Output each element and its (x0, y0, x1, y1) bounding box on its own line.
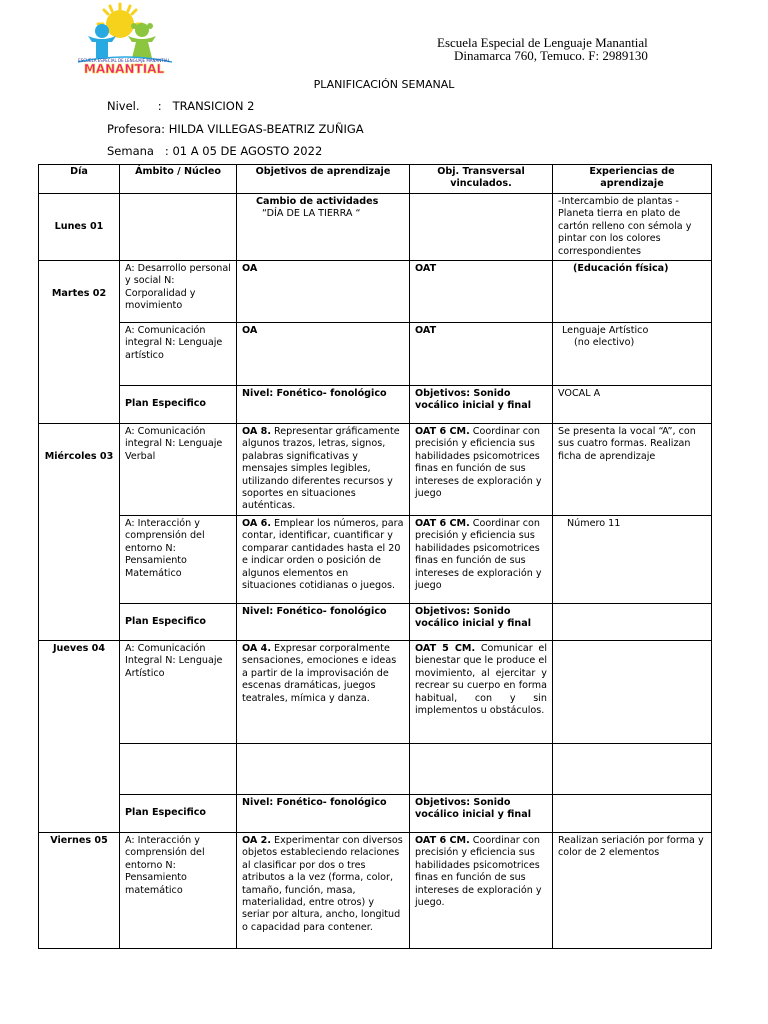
school-logo (68, 2, 180, 76)
transversal-cell (410, 743, 553, 794)
transversal-cell: Objetivos: Sonido vocálico inicial y final (410, 603, 553, 640)
objective-cell (237, 640, 410, 743)
header-transversal: Obj. Transversal vinculados. (410, 165, 553, 194)
logo-wordmark: MANANTIAL (83, 62, 165, 76)
ambito-cell: A: Comunicación Integral N: Lenguaje Artístico (120, 640, 237, 743)
oat-text: Coordinar con precisión y eficiencia sus habilidades psicomotrices finas en función de sus intereses de exploración y juego (415, 426, 542, 500)
table-row (39, 386, 712, 424)
table-row (39, 515, 712, 603)
transversal-cell (410, 515, 553, 603)
header-ambito: Ámbito / Núcleo (120, 165, 237, 194)
experience-cell (553, 603, 712, 640)
objective-cell: Nivel: Fonético- fonológico (237, 386, 410, 424)
child-figure-green-icon (128, 23, 156, 58)
objective-cell: OA (237, 261, 410, 323)
ambito-cell: Plan Especifico (120, 603, 237, 640)
experience-cell: (Educación física) (553, 261, 712, 323)
experience-cell (553, 640, 712, 743)
transversal-cell: Objetivos: Sonido vocálico inicial y final (410, 386, 553, 424)
experience-cell: Realizan seriación por forma y color de 2 elementos (553, 832, 712, 948)
logo-caption: ESCUELA ESPECIAL DE LENGUAJE MANANTIAL (78, 58, 170, 63)
table-row (39, 603, 712, 640)
table-row (39, 832, 712, 948)
ambito-cell: A: Interacción y comprensión del entorno N: Pensamiento matemático (120, 832, 237, 948)
transversal-cell: OAT (410, 323, 553, 386)
ambito-cell: Plan Especifico (120, 794, 237, 832)
school-info (437, 36, 648, 62)
oa-text: Representar gráficamente algunos trazos, letras, signos, palabras significativas y mensajes simples legibles, utilizando diferentes recursos y soportes en situaciones auténticas. (242, 426, 400, 512)
oa-code: OA 2. (242, 834, 271, 846)
oa-text: Emplear los números, para contar, identificar, cuantificar y comparar cantidades hasta el 20 e indicar orden o posición de algunos elementos en situaciones cotidianas o juegos. (242, 517, 404, 591)
table-row (39, 424, 712, 516)
experience-cell (553, 743, 712, 794)
oat-text: Coordinar con precisión y eficiencia sus habilidades psicomotrices finas en función de sus intereses de exploración y juego. (415, 834, 542, 908)
table-row (39, 194, 712, 261)
day-cell: Jueves 04 (39, 640, 120, 832)
ambito-cell: A: Comunicación integral N: Lenguaje Verbal (120, 424, 237, 516)
ambito-cell (120, 743, 237, 794)
weekly-plan-table (38, 164, 712, 949)
table-row (39, 261, 712, 323)
oa-text: Experimentar con diversos objetos estableciendo relaciones al clasificar por dos o tres atributos a la vez (forma, color, tamaño, función, masa, materialidad, entre otros) y seriar por altura, ancho, longitud o capacidad para contener. (242, 834, 403, 933)
experience-cell: VOCAL A (553, 386, 712, 424)
document-title: PLANIFICACIÓN SEMANAL (313, 78, 455, 91)
transversal-cell (410, 424, 553, 516)
table-row (39, 794, 712, 832)
ambito-cell: A: Interacción y comprensión del entorno N: Pensamiento Matemático (120, 515, 237, 603)
oat-code: OAT 5 CM. (415, 642, 476, 654)
oat-code: OAT 6 CM. (415, 517, 470, 529)
oa-code: OA 4. (242, 642, 271, 654)
level-line: Nivel. : TRANSICION 2 (107, 99, 255, 113)
week-line: Semana : 01 A 05 DE AGOSTO 2022 (107, 144, 323, 158)
oat-text: Comunicar el bienestar que le produce el movimiento, al ejercitar y recrear su cuerpo en forma habitual, con y sin implementos u obstáculos. (415, 642, 547, 716)
school-address: Dinamarca 760, Temuco. F: 2989130 (454, 48, 648, 63)
day-cell: Viernes 05 (39, 832, 120, 948)
day-cell: Lunes 01 (39, 194, 120, 261)
header-day: Día (39, 165, 120, 194)
objective-cell (237, 515, 410, 603)
school-name: Escuela Especial de Lenguaje Manantial (437, 35, 648, 50)
ambito-cell: Plan Especifico (120, 386, 237, 424)
table-header-row (39, 165, 712, 194)
oat-text: Coordinar con precisión y eficiencia sus habilidades psicomotrices finas en función de sus intereses de exploración y juego (415, 517, 542, 591)
objective-cell (237, 424, 410, 516)
objective-line: “DÍA DE LA TIERRA “ (262, 208, 361, 220)
experience-line: (no electivo) (574, 337, 635, 349)
objective-cell (237, 832, 410, 948)
ambito-cell: A: Desarrollo personal y social N: Corporalidad y movimiento (120, 261, 237, 323)
experience-cell: Número 11 (553, 515, 712, 603)
header-objectives: Objetivos de aprendizaje (237, 165, 410, 194)
oat-code: OAT 6 CM. (415, 426, 470, 438)
experience-cell: Se presenta la vocal “A”, con sus cuatro formas. Realizan ficha de aprendizaje (553, 424, 712, 516)
oat-code: OAT 6 CM. (415, 834, 470, 846)
ambito-cell: A: Comunicación integral N: Lenguaje artístico (120, 323, 237, 386)
objective-cell: Nivel: Fonético- fonológico (237, 794, 410, 832)
oa-code: OA 8. (242, 426, 271, 438)
ambito-cell (120, 194, 237, 261)
transversal-cell: Objetivos: Sonido vocálico inicial y final (410, 794, 553, 832)
transversal-cell: OAT (410, 261, 553, 323)
experience-cell: -Intercambio de plantas -Planeta tierra en plato de cartón relleno con sémola y pintar con los colores correspondientes (553, 194, 712, 261)
day-cell: Martes 02 (39, 261, 120, 424)
experience-cell (553, 794, 712, 832)
transversal-cell (410, 832, 553, 948)
experience-cell (553, 323, 712, 386)
objective-cell: Nivel: Fonético- fonológico (237, 603, 410, 640)
objective-cell: OA (237, 323, 410, 386)
teacher-line: Profesora: HILDA VILLEGAS-BEATRIZ ZUÑIGA (107, 122, 364, 136)
header-experiences: Experiencias de aprendizaje (553, 165, 712, 194)
objective-line: Cambio de actividades (256, 196, 379, 207)
day-cell: Miércoles 03 (39, 424, 120, 641)
table-row (39, 640, 712, 743)
table-row (39, 323, 712, 386)
experience-line: Lenguaje Artístico (562, 325, 649, 337)
objective-cell (237, 194, 410, 261)
transversal-cell (410, 640, 553, 743)
table-row (39, 743, 712, 794)
oa-text: Expresar corporalmente sensaciones, emociones e ideas a partir de la improvisación de escenas dramáticas, juegos teatrales, mímica y danza. (242, 642, 397, 704)
transversal-cell (410, 194, 553, 261)
objective-cell (237, 743, 410, 794)
oa-code: OA 6. (242, 517, 271, 529)
